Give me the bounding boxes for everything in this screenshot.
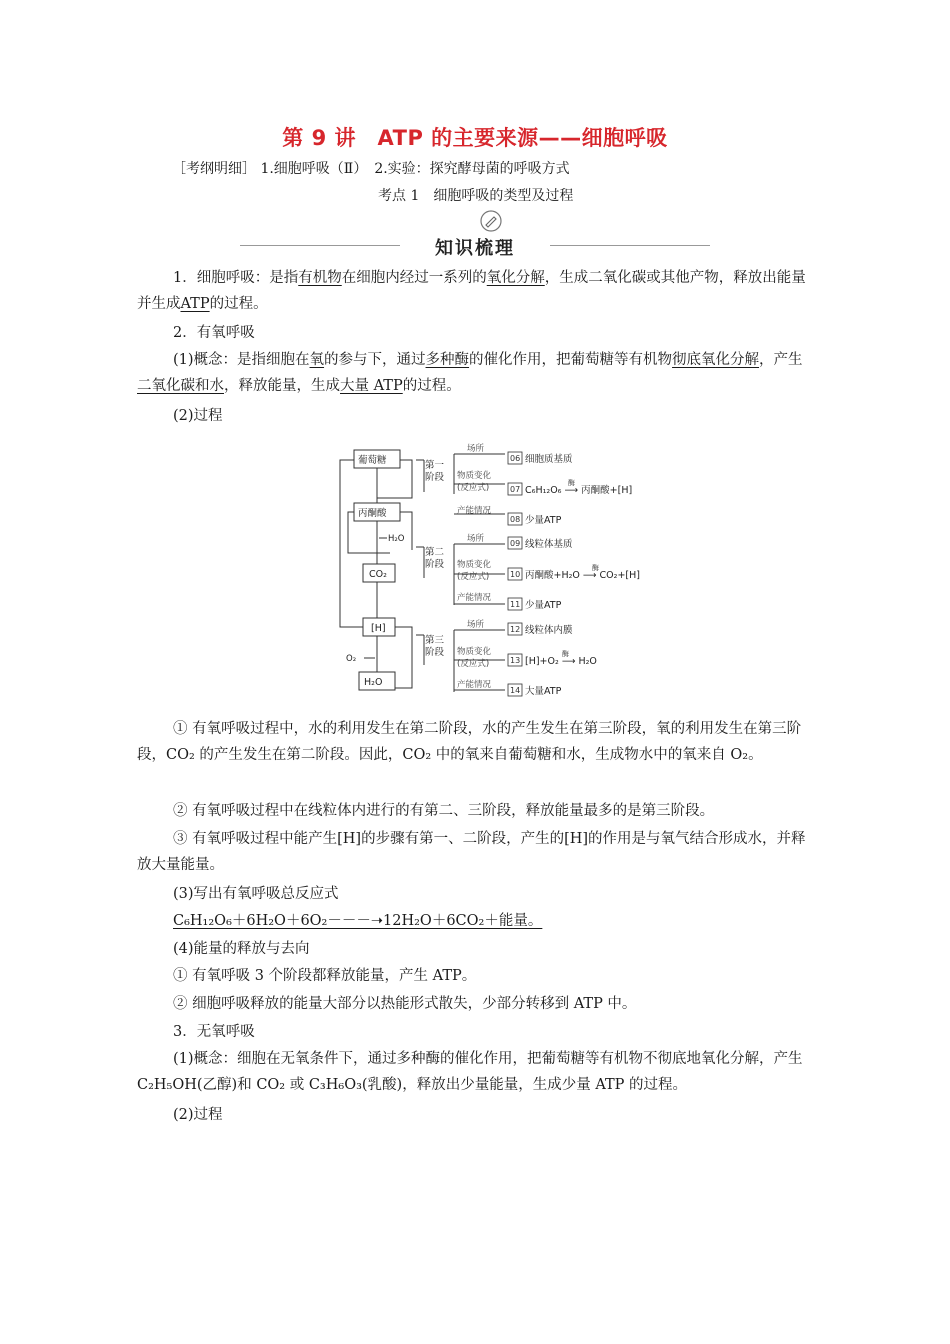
svg-text:14: 14 bbox=[510, 686, 521, 695]
paragraph-point-3: ③ 有氧呼吸过程中能产生[H]的步骤有第一、二阶段，产生的[H]的作用是与氧气结合形成水，并释放大量能量。 bbox=[137, 831, 806, 873]
svg-text:场所: 场所 bbox=[467, 444, 485, 454]
svg-text:09: 09 bbox=[510, 539, 521, 548]
svg-text:产能情况: 产能情况 bbox=[457, 680, 492, 690]
stage3-energy: 大量ATP bbox=[525, 686, 562, 697]
svg-text:场所: 场所 bbox=[467, 534, 485, 544]
glucose-label: 葡萄糖 bbox=[358, 455, 387, 466]
svg-text:12: 12 bbox=[510, 625, 521, 634]
svg-text:酶: 酶 bbox=[562, 650, 569, 658]
stage3-reaction: [H]+O₂ ⟶ H₂O bbox=[525, 656, 597, 667]
paragraph-anaerobic-concept: (1)概念：细胞在无氧条件下，通过多种酶的催化作用，把葡萄糖等有机物不彻底地氧化分解，产生 C₂H₅OH(乙醇)和 CO₂ 或 C₃H₆O₃(乳酸)，释放出少量能量，生成少量 ATP 的过程。 bbox=[137, 1051, 803, 1093]
svg-text:酶: 酶 bbox=[568, 479, 575, 487]
svg-text:物质变化: 物质变化 bbox=[457, 471, 492, 481]
stage1-label-b: 阶段 bbox=[425, 472, 445, 483]
paragraph-point-2: ② 有氧呼吸过程中在线粒体内进行的有第二、三阶段，释放能量最多的是第三阶段。 bbox=[173, 803, 715, 819]
stage2-energy: 少量ATP bbox=[525, 600, 562, 611]
stage3-label-a: 第三 bbox=[425, 635, 445, 646]
divider bbox=[550, 245, 710, 246]
syllabus-outline: ［考纲明细］ 1.细胞呼吸（Ⅱ） 2.实验：探究酵母菌的呼吸方式 bbox=[172, 161, 570, 177]
svg-text:酶: 酶 bbox=[592, 564, 599, 572]
heading-energy: (4)能量的释放与去向 bbox=[173, 941, 310, 957]
topic-heading: 考点 1 细胞呼吸的类型及过程 bbox=[378, 188, 574, 204]
co2-label: CO₂ bbox=[369, 569, 387, 580]
stage1-reaction: C₆H₁₂O₆ ⟶ 丙酮酸+[H] bbox=[525, 485, 633, 496]
heading-anaerobic-process: (2)过程 bbox=[173, 1107, 223, 1123]
svg-text:产能情况: 产能情况 bbox=[457, 506, 492, 516]
heading-equation: (3)写出有氧呼吸总反应式 bbox=[173, 886, 339, 902]
aerobic-respiration-diagram bbox=[330, 440, 650, 702]
svg-text:(反应式): (反应式) bbox=[457, 659, 490, 669]
heading-anaerobic: 3．无氧呼吸 bbox=[173, 1024, 255, 1040]
energy-point-2: ② 细胞呼吸释放的能量大部分以热能形式散失，少部分转移到 ATP 中。 bbox=[173, 996, 637, 1012]
stage2-label-b: 阶段 bbox=[425, 559, 445, 570]
h-label: [H] bbox=[371, 623, 386, 634]
paragraph-point-1: ① 有氧呼吸过程中，水的利用发生在第二阶段，水的产生发生在第三阶段，氧的利用发生在第三阶段，CO₂ 的产生发生在第二阶段。因此，CO₂ 中的氧来自葡萄糖和水，生成物水中的氧来自 O₂。 bbox=[137, 721, 802, 763]
svg-text:10: 10 bbox=[510, 570, 521, 579]
h2o-input-label: H₂O bbox=[388, 534, 405, 544]
svg-text:(反应式): (反应式) bbox=[457, 572, 490, 582]
lesson-title: 第 9 讲 ATP 的主要来源——细胞呼吸 bbox=[282, 126, 668, 150]
o2-input-label: O₂ bbox=[346, 654, 357, 664]
heading-process: (2)过程 bbox=[173, 408, 223, 424]
svg-text:场所: 场所 bbox=[467, 620, 485, 630]
svg-text:11: 11 bbox=[510, 600, 521, 609]
svg-text:物质变化: 物质变化 bbox=[457, 647, 492, 657]
stage2-reaction: 丙酮酸+H₂O ⟶ CO₂+[H] bbox=[525, 570, 640, 581]
svg-text:13: 13 bbox=[510, 656, 521, 665]
pen-badge-icon bbox=[480, 210, 502, 232]
section-heading bbox=[240, 234, 710, 259]
paragraph-aerobic-concept: (1)概念：是指细胞在氧的参与下，通过多种酶的催化作用，把葡萄糖等有机物彻底氧化分解，产生二氧化碳和水，释放能量，生成大量 ATP的过程。 bbox=[137, 352, 803, 394]
stage3-place: 线粒体内膜 bbox=[525, 625, 573, 636]
svg-text:07: 07 bbox=[510, 485, 521, 494]
total-equation: C₆H₁₂O₆＋6H₂O＋6O₂－－－➝12H₂O＋6CO₂＋能量。 bbox=[173, 913, 543, 929]
energy-point-1: ① 有氧呼吸 3 个阶段都释放能量，产生 ATP。 bbox=[173, 968, 477, 984]
pyruvate-label: 丙酮酸 bbox=[358, 508, 387, 519]
stage1-label-a: 第一 bbox=[425, 460, 445, 471]
stage1-place: 细胞质基质 bbox=[525, 454, 573, 465]
svg-text:08: 08 bbox=[510, 515, 521, 524]
stage2-place: 线粒体基质 bbox=[525, 539, 573, 550]
section-heading-text: 知识梳理 bbox=[435, 238, 515, 259]
h2o-label: H₂O bbox=[364, 677, 383, 688]
stage1-energy: 少量ATP bbox=[525, 515, 562, 526]
svg-text:产能情况: 产能情况 bbox=[457, 593, 492, 603]
svg-text:物质变化: 物质变化 bbox=[457, 560, 492, 570]
stage3-label-b: 阶段 bbox=[425, 647, 445, 658]
svg-text:06: 06 bbox=[510, 454, 521, 463]
stage2-label-a: 第二 bbox=[425, 547, 445, 558]
paragraph-definition: 1．细胞呼吸：是指有机物在细胞内经过一系列的氧化分解，生成二氧化碳或其他产物，释放出能量并生成ATP的过程。 bbox=[137, 270, 806, 312]
heading-aerobic: 2．有氧呼吸 bbox=[173, 325, 255, 341]
svg-text:(反应式): (反应式) bbox=[457, 483, 490, 493]
